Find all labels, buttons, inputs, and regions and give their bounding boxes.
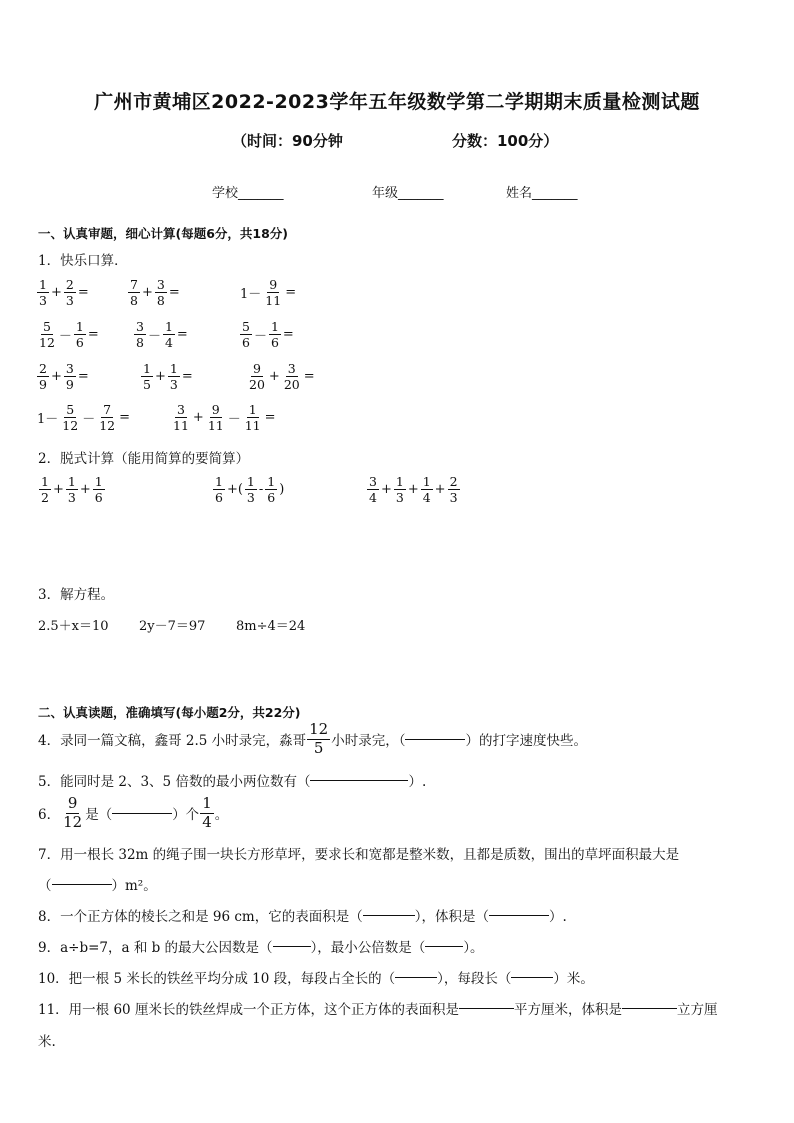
numerator: 7 (130, 277, 138, 292)
operator: = (119, 410, 131, 426)
numerator: 1 (41, 474, 49, 489)
denominator: 11 (244, 418, 261, 434)
operator: = (168, 285, 180, 301)
question-5: 5．能同时是 2、3、5 倍数的最小两位数有（ ）. (38, 774, 427, 790)
operator: 1－ (240, 287, 262, 303)
fraction (60, 403, 80, 432)
q1-item-2 (127, 278, 181, 307)
denominator: 6 (215, 490, 223, 506)
numerator: 5 (242, 319, 250, 334)
operator: + (434, 482, 446, 498)
q1-item-4 (36, 320, 100, 349)
operator: － (82, 412, 96, 428)
numerator: 1 (39, 277, 47, 292)
fraction (213, 475, 225, 504)
fraction (155, 278, 167, 307)
question-4: 4．录同一篇文稿，鑫哥 2.5 小时录完，淼哥 $\frac{12}{5}$ 小时录完，（ ）的打字速度快些。 (38, 720, 587, 757)
school-field: 学校_______ (212, 186, 284, 201)
denominator: 3 (395, 490, 404, 506)
operator: = (303, 369, 315, 385)
numerator: 3 (156, 277, 165, 292)
fraction (448, 475, 460, 504)
fraction (240, 320, 252, 349)
numerator: 1 (270, 319, 279, 334)
numerator: 3 (65, 361, 74, 376)
q9-lcm-blank[interactable] (425, 946, 463, 947)
question-7-line-2: （ ）m²。 (38, 878, 157, 894)
fraction (141, 362, 153, 391)
operator: = (264, 410, 276, 426)
denominator: 3 (39, 293, 47, 309)
denominator: 12 (62, 418, 79, 434)
denominator: 3 (169, 377, 178, 393)
fraction (163, 320, 175, 349)
equation-1: 2.5＋x＝10 (38, 619, 109, 634)
equation-3: 8m÷4＝24 (236, 619, 306, 634)
numerator: 1 (246, 474, 255, 489)
numerator: 2 (39, 361, 47, 376)
operator: = (87, 327, 99, 343)
fraction (171, 403, 191, 432)
q2-item-1 (38, 475, 106, 504)
numerator: 1 (143, 361, 151, 376)
numerator: 3 (287, 361, 296, 376)
fraction (243, 403, 263, 432)
numerator: 7 (103, 402, 112, 417)
q1-item-11 (170, 403, 277, 432)
q7-answer-blank[interactable] (52, 884, 112, 885)
denominator: 11 (207, 418, 224, 434)
fraction (66, 475, 78, 504)
fraction (206, 403, 226, 432)
operator: + (52, 482, 64, 498)
fraction (263, 278, 283, 307)
numerator: 1 (169, 361, 178, 376)
question-7-line-1: 7．用一根长 32m 的绳子围一块长方形草坪，要求长和宽都是整米数，且都是质数，围出的草坪面积最大是 (38, 847, 680, 863)
operator: + (268, 369, 280, 385)
fraction (282, 362, 302, 391)
section-1-heading: 一、认真审题，细心计算(每题6分，共18分) (38, 226, 289, 241)
operator: － (58, 329, 72, 345)
denominator: 6 (94, 490, 103, 506)
q10-fraction-blank[interactable] (395, 977, 437, 978)
fraction (134, 320, 146, 349)
question-10: 10．把一根 5 米长的铁丝平均分成 10 段，每段占全长的（ ），每段长（ ）米。 (38, 971, 594, 987)
fraction (168, 362, 180, 391)
question-8: 8．一个正方体的棱长之和是 96 cm，它的表面积是（ ），体积是（ ）. (38, 909, 567, 925)
name-field: 姓名_______ (506, 186, 578, 201)
fraction (265, 475, 277, 504)
operator: － (253, 329, 267, 345)
numerator: 1 (215, 474, 223, 489)
question-9: 9．a÷b=7，a 和 b 的最大公因数是（ ），最小公倍数是（ ）。 (38, 940, 484, 956)
denominator: 5 (143, 377, 151, 393)
fraction (421, 475, 433, 504)
operator: + (407, 482, 419, 498)
q1-item-7 (36, 362, 90, 391)
denominator: 6 (75, 335, 84, 351)
question-3-label: 3．解方程。 (38, 587, 115, 603)
q2-item-3 (366, 475, 461, 504)
q8-volume-blank[interactable] (489, 915, 549, 916)
fraction (39, 475, 51, 504)
fraction (394, 475, 406, 504)
operator: = (176, 327, 188, 343)
exam-time: （时间：90分钟 (232, 132, 343, 150)
q5-answer-blank[interactable] (310, 780, 408, 781)
operator: + (50, 285, 62, 301)
operator: = (282, 327, 294, 343)
numerator: 1 (94, 474, 103, 489)
operator: - (258, 482, 264, 498)
q4-answer-blank[interactable] (405, 739, 465, 740)
operator: － (147, 329, 161, 345)
denominator: 6 (242, 335, 250, 351)
fraction (93, 475, 105, 504)
numerator: 1 (75, 319, 84, 334)
q1-item-8 (140, 362, 194, 391)
fraction (247, 362, 267, 391)
operator: ) (279, 482, 285, 498)
q1-item-9 (246, 362, 316, 391)
denominator: 8 (130, 293, 138, 309)
denominator: 3 (65, 293, 74, 309)
denominator: 11 (173, 418, 189, 434)
fraction (269, 320, 281, 349)
denominator: 3 (67, 490, 76, 506)
fraction (64, 362, 76, 391)
operator: + (380, 482, 392, 498)
denominator: 20 (283, 377, 300, 393)
question-11-line-1: 11．用一根 60 厘米长的铁丝焊成一个正方体，这个正方体的表面积是 平方厘米，体积是 立方厘 (38, 1002, 718, 1018)
q1-item-6 (239, 320, 295, 349)
denominator: 3 (449, 490, 458, 506)
section-2-heading: 二、认真读题，准确填写(每小题2分，共22分) (38, 705, 301, 720)
operator: + (192, 410, 204, 426)
page-title: 广州市黄埔区2022-2023学年五年级数学第二学期期末质量检测试题 (94, 91, 700, 113)
q6-fraction-1: $\frac{9}{12}$ (63, 794, 83, 831)
fraction (367, 475, 379, 504)
fraction (128, 278, 140, 307)
denominator: 11 (265, 293, 282, 309)
numerator: 3 (369, 474, 377, 489)
numerator: 1 (164, 319, 173, 334)
numerator: 3 (176, 402, 185, 417)
operator: + (79, 482, 91, 498)
q1-item-10 (36, 403, 131, 432)
q11-volume-blank[interactable] (622, 1008, 677, 1009)
denominator: 4 (369, 490, 377, 506)
denominator: 6 (267, 490, 276, 506)
denominator: 8 (136, 335, 144, 351)
q4-fraction: $\frac{12}{5}$ (309, 720, 329, 757)
numerator: 5 (66, 402, 75, 417)
operator: +( (226, 482, 243, 498)
numerator: 1 (67, 474, 76, 489)
question-6: 6． $\frac{9}{12}$ 是（ ）个 $\frac{1}{4}$ 。 (38, 794, 229, 831)
denominator: 3 (246, 490, 255, 506)
numerator: 1 (267, 474, 276, 489)
q1-item-1 (36, 278, 90, 307)
fraction (97, 403, 117, 432)
operator: － (227, 412, 241, 428)
operator: + (141, 285, 153, 301)
denominator: 6 (270, 335, 279, 351)
operator: = (77, 369, 89, 385)
numerator: 1 (248, 402, 257, 417)
q11-area-blank[interactable] (459, 1008, 514, 1009)
denominator: 4 (164, 335, 173, 351)
numerator: 1 (395, 474, 404, 489)
denominator: 20 (249, 377, 265, 393)
denominator: 8 (156, 293, 165, 309)
fraction (37, 362, 49, 391)
q2-item-2 (212, 475, 285, 504)
denominator: 9 (65, 377, 74, 393)
question-1-label: 1．快乐口算． (38, 253, 128, 269)
numerator: 5 (42, 319, 51, 334)
q8-area-blank[interactable] (363, 915, 415, 916)
fraction (74, 320, 86, 349)
question-11-line-2: 米. (38, 1034, 56, 1050)
numerator: 9 (252, 361, 261, 376)
q1-item-5 (133, 320, 189, 349)
numerator: 3 (136, 319, 144, 334)
numerator: 9 (211, 402, 220, 417)
operator: = (285, 285, 297, 301)
q10-length-blank[interactable] (511, 977, 553, 978)
numerator: 2 (65, 277, 74, 292)
fraction (37, 278, 49, 307)
numerator: 1 (422, 474, 431, 489)
q9-gcd-blank[interactable] (273, 946, 311, 947)
operator: = (77, 285, 89, 301)
numerator: 2 (449, 474, 458, 489)
numerator: 9 (269, 277, 278, 292)
operator: = (181, 369, 193, 385)
question-2-label: 2．脱式计算（能用简算的要简算） (38, 451, 250, 467)
denominator: 12 (39, 335, 55, 351)
denominator: 2 (41, 490, 49, 506)
grade-field: 年级_______ (372, 186, 444, 201)
denominator: 12 (99, 418, 116, 434)
operator: + (50, 369, 62, 385)
q6-answer-blank[interactable] (112, 813, 172, 814)
operator: + (154, 369, 166, 385)
fraction (64, 278, 76, 307)
denominator: 9 (39, 377, 47, 393)
operator: 1－ (37, 412, 59, 428)
q1-item-3 (239, 278, 297, 307)
denominator: 4 (422, 490, 431, 506)
equation-2: 2y－7＝97 (139, 619, 206, 634)
fraction (37, 320, 57, 349)
exam-score: 分数：100分） (452, 132, 559, 150)
q6-fraction-2: $\frac{1}{4}$ (202, 794, 212, 831)
fraction (245, 475, 257, 504)
